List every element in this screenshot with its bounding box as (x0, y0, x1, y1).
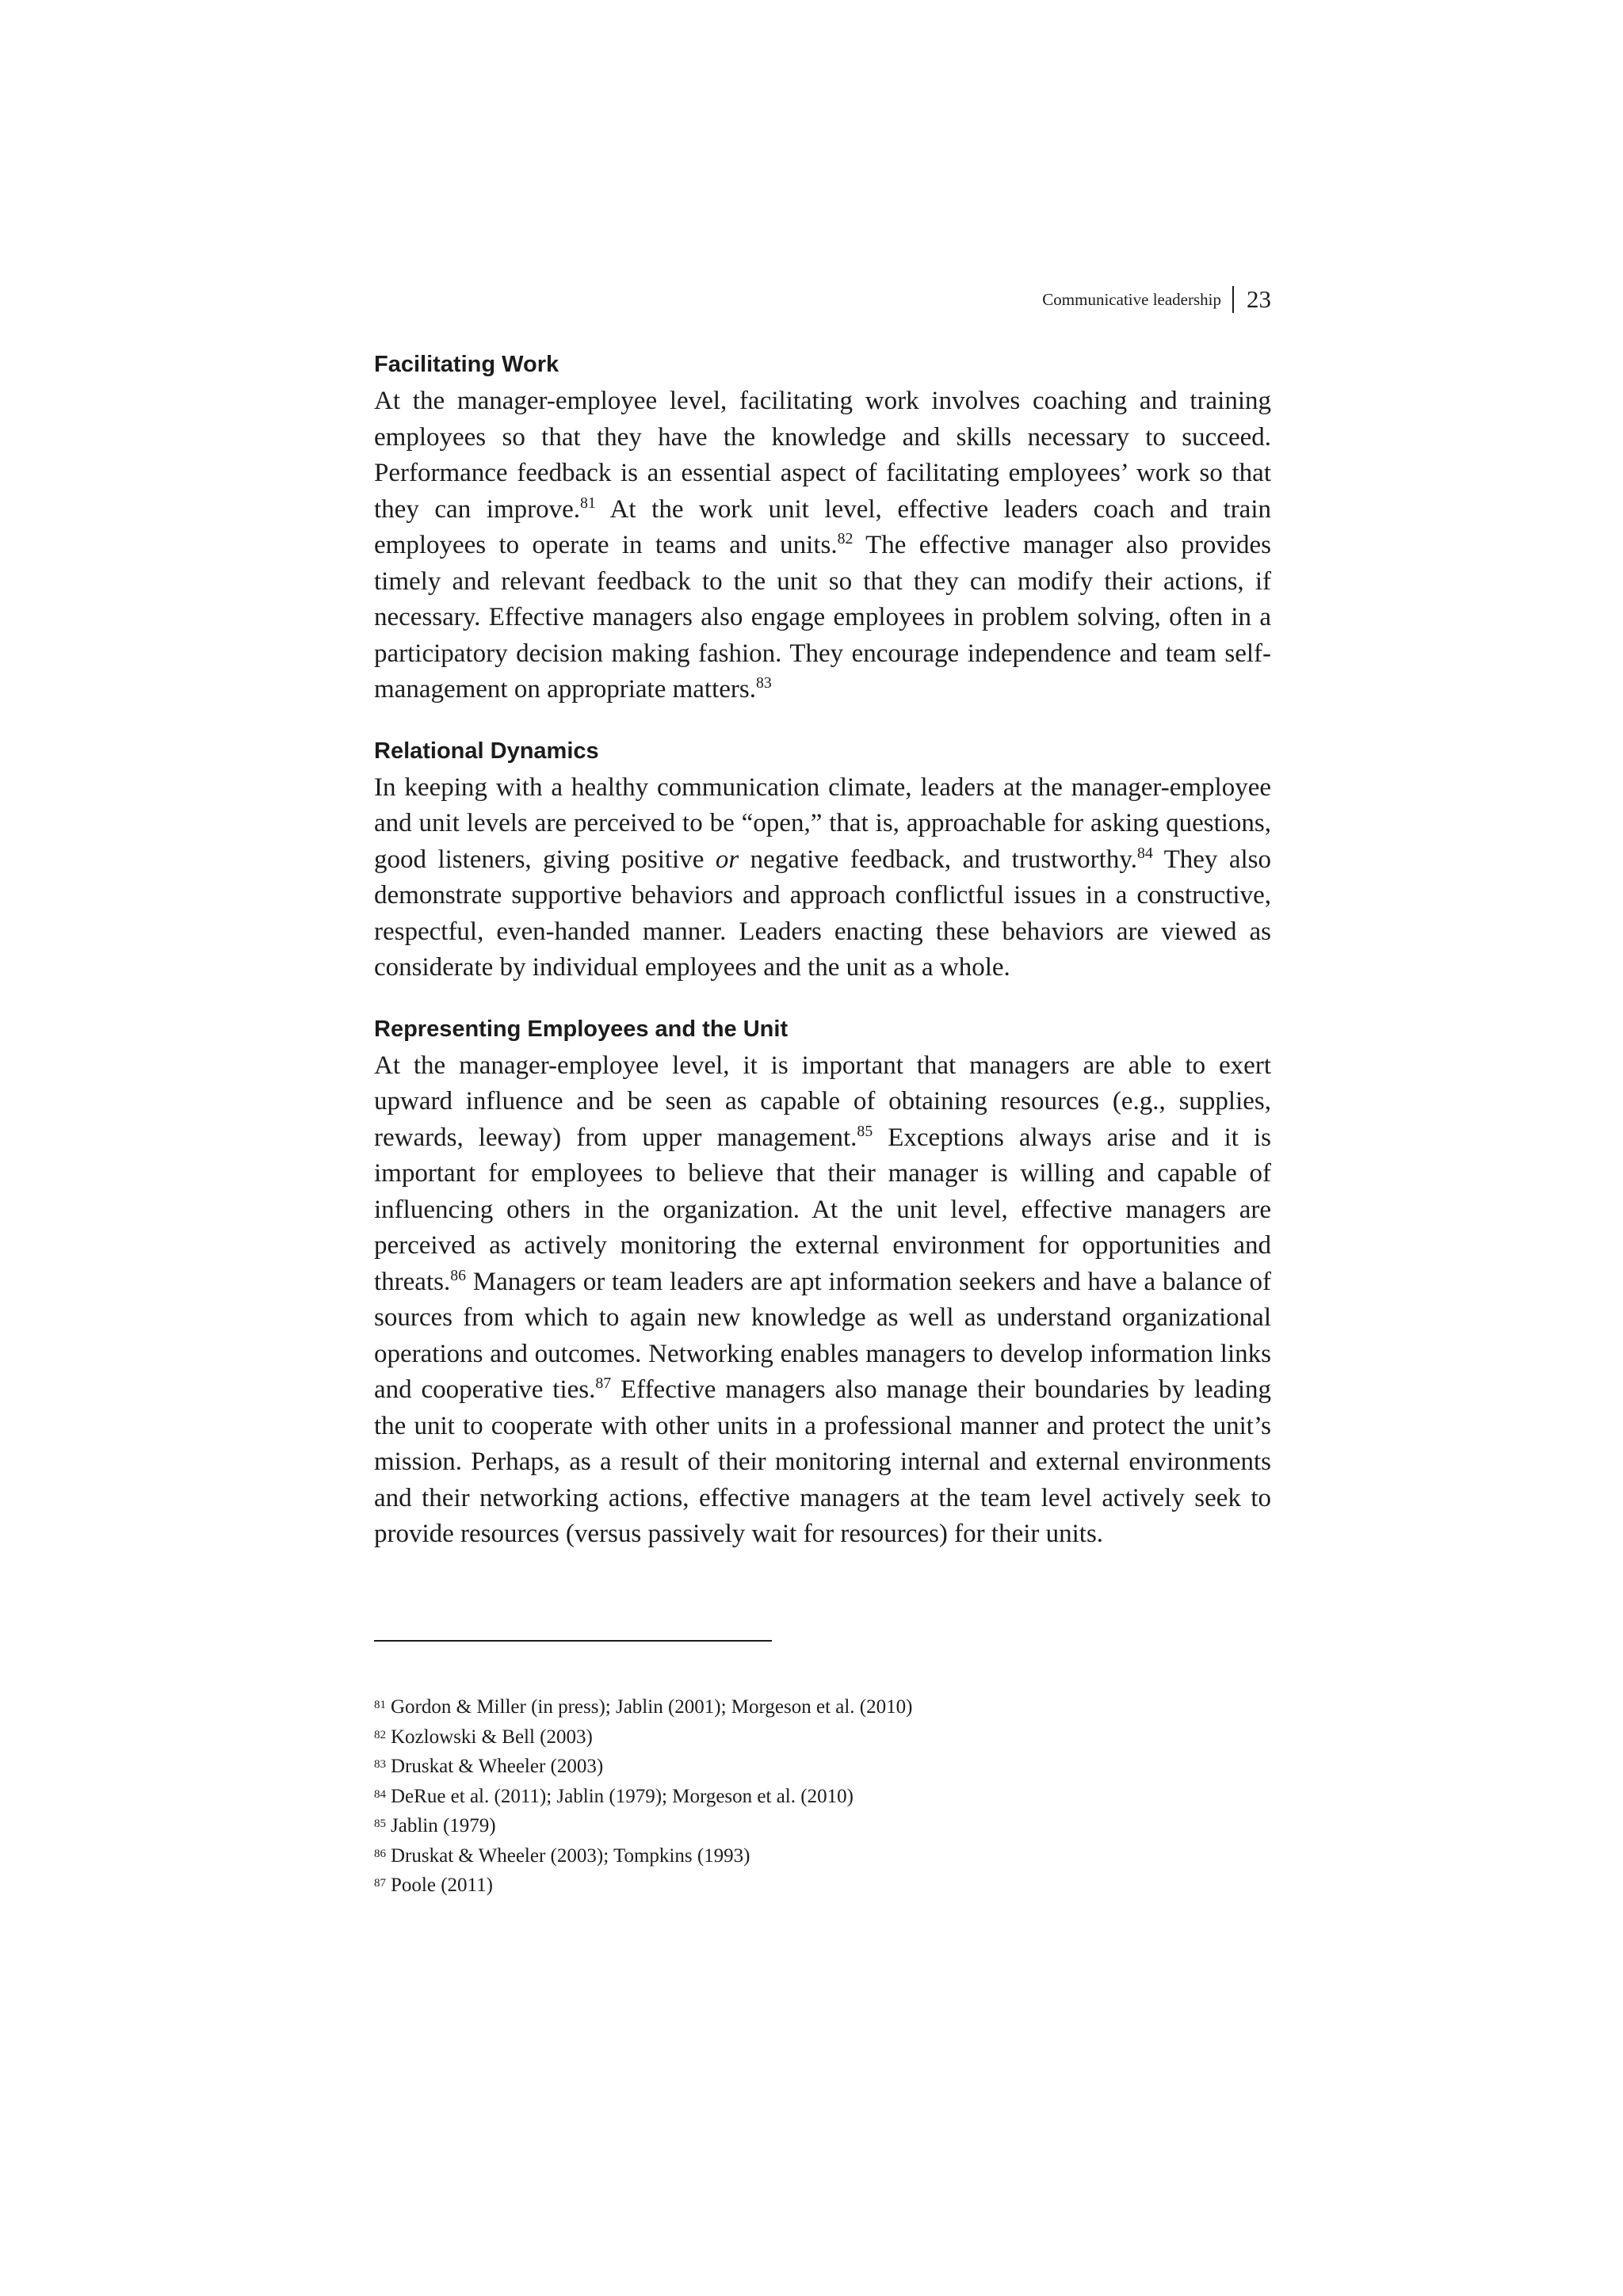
section-paragraph (374, 383, 1271, 708)
text-run: At the manager-employee level, it is important that managers are able to exert upward influence and be seen as capable of obtaining resources (e.g., supplies, rewards, leeway) from upper management. (374, 1051, 1271, 1152)
footnote-reference: 84 (1136, 844, 1153, 862)
section-heading: Facilitating Work (374, 352, 559, 377)
text-run: In keeping with a healthy communication climate, leaders at the manager-employee and unit levels are perceived to be “open,” that is, approachable for asking questions, good listeners, giving positive (374, 772, 1271, 874)
footnote-number: 87 (374, 1877, 386, 1890)
emphasized-text: or (715, 845, 739, 874)
running-header (792, 279, 1271, 318)
footnote-number: 82 (374, 1728, 386, 1741)
section-paragraph (374, 770, 1271, 986)
text-run: Managers or team leaders are apt information seekers and have a balance of sources from which to again new knowledge as well as understand organizational operations and outcomes. Networking enables managers to develop information links and cooperative ties. (374, 1267, 1271, 1404)
footnote-separator (374, 1640, 772, 1642)
section-relational-dynamics (374, 734, 1271, 986)
footnote-number: 81 (374, 1699, 386, 1711)
section-facilitating-work (374, 347, 1271, 708)
footnote (374, 1870, 1271, 1900)
running-header-title: Communicative leadership (1042, 290, 1221, 310)
footnote (374, 1781, 1271, 1811)
footnote-reference: 83 (755, 674, 772, 692)
body-text (374, 347, 1271, 1578)
footnote-text: Poole (2011) (391, 1875, 493, 1896)
text-run: The effective manager also provides timely and relevant feedback to the unit so that they can modify their actions, if necessary. Effective managers also engage employees in problem solving, often in a participatory decision making fashion. They encourage independence and team self-management on appropriate matters. (374, 531, 1272, 704)
footnote-number: 83 (374, 1758, 386, 1771)
header-separator (1232, 286, 1234, 313)
footnote (374, 1751, 1271, 1781)
footnote-number: 84 (374, 1787, 386, 1801)
footnote-reference: 87 (595, 1375, 612, 1392)
section-heading: Relational Dynamics (374, 738, 599, 764)
text-run: negative feedback, and trustworthy. (739, 845, 1137, 874)
page-number: 23 (1247, 285, 1271, 314)
footnote-text: Druskat & Wheeler (2003); Tompkins (1993) (391, 1844, 750, 1867)
footnote-reference: 86 (450, 1266, 466, 1284)
footnote-text: DeRue et al. (2011); Jablin (1979); Morgeson et al. (2010) (391, 1785, 854, 1807)
text-run: At the work unit level, effective leaders coach and train employees to operate in teams and units. (374, 494, 1271, 559)
footnote-text: Gordon & Miller (in press); Jablin (2001); Morgeson et al. (2010) (391, 1696, 913, 1718)
footnote-reference: 82 (837, 530, 854, 547)
text-run: Exceptions always arise and it is important for employees to believe that their manager is willing and capable of influencing others in the organization. At the unit level, effective managers are perceived as actively monitoring the external environment for opportunities and threats. (374, 1123, 1271, 1296)
text-run: At the manager-employee level, facilitating work involves coaching and training employees so that they have the knowledge and skills necessary to succeed. Performance feedback is an essential aspect of facilitating employees’ work so that they can improve. (374, 387, 1271, 524)
footnote-number: 85 (374, 1817, 386, 1830)
footnote (374, 1840, 1271, 1871)
text-run: They also demonstrate supportive behaviors and approach conflictful issues in a constructive, respectful, even-handed manner. Leaders enacting these behaviors are viewed as considerate by individual employees and the unit as a whole. (374, 845, 1271, 982)
footnote-text: Druskat & Wheeler (2003) (391, 1756, 604, 1777)
footnote (374, 1722, 1271, 1752)
section-heading: Representing Employees and the Unit (374, 1016, 789, 1042)
footnote-text: Kozlowski & Bell (2003) (391, 1726, 593, 1748)
footnote-text: Jablin (1979) (391, 1815, 496, 1836)
footnote-reference: 85 (857, 1122, 873, 1140)
footnote-number: 86 (374, 1847, 386, 1860)
footnote-reference: 81 (580, 494, 596, 512)
section-paragraph (374, 1048, 1271, 1553)
text-run: Effective managers also manage their boundaries by leading the unit to cooperate with other units in a professional manner and protect the unit’s mission. Perhaps, as a result of their monitoring internal and external environments and their networking actions, effective managers at the team level actively seek to provide resources (versus passively wait for resources) for their units. (374, 1375, 1271, 1548)
footnote (374, 1691, 1271, 1722)
section-representing-employees (374, 1012, 1271, 1553)
footnote-list (374, 1691, 1271, 1900)
footnote (374, 1810, 1271, 1840)
